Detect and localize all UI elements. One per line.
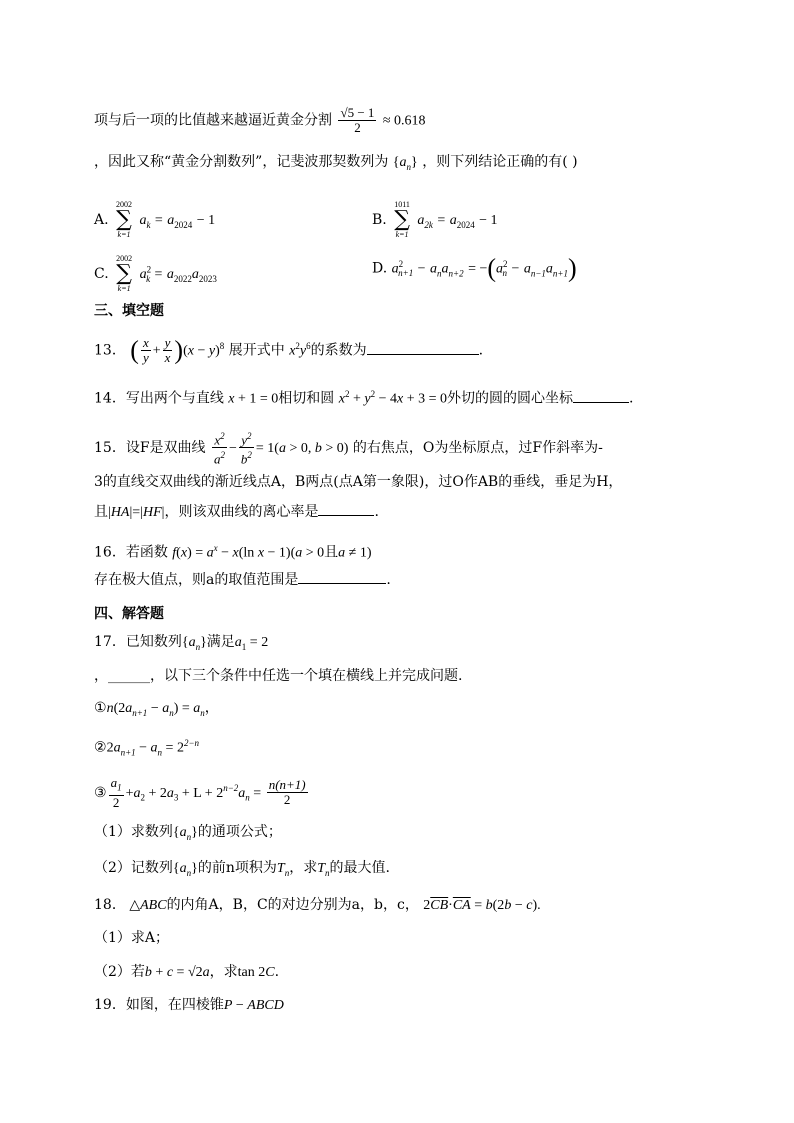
q12-option-d: D. $a^2_{n+1} - a_na_{n+2} = -(a^2_n - a_{n-1}a_{n+1})$: [372, 253, 577, 283]
question-17-condition-3: ③ $\frac{a_1}{2}$ $+a_2 + 2a_3 + L + 2^{n-2}a_n$ = $\frac{n(n+1)}{2}$: [94, 775, 306, 810]
question-17-line2: ，______，以下三个条件中任选一个填在横线上并完成问题.: [94, 668, 463, 684]
golden-ratio-fraction: $\frac{√5 - 1}{2}$: [340, 105, 375, 135]
question-16-line1: 16．若函数 $f(x) = a^x - x(\ln$ x − 1)(a > 0且a ≠ 1): [94, 543, 372, 561]
q12-line2: ，因此又称“黄金分割数列”，记斐波那契数列为 $\{a_n\}$ ，则下列结论正确的有( ): [94, 154, 578, 172]
question-18-line1: 18． △ABC的内角A，B，C的对边分别为a，b，c， $2\overline{CB}\cdot\overline{CA} = b(2b - c)$.: [94, 897, 541, 913]
answer-blank[interactable]: [298, 583, 386, 584]
question-18-part-1: （1）求A；: [94, 930, 170, 946]
question-19: 19．如图，在四棱锥P − ABCD: [94, 997, 284, 1013]
question-14: 14．写出两个与直线 x + 1 = 0相切和圆 $x^2 + y^2 - 4x + 3 = 0$外切的圆的圆心坐标 .: [94, 389, 634, 407]
question-16-line2: 存在极大值点，则a的取值范围是 .: [94, 572, 391, 588]
question-15-line2: 3的直线交双曲线的渐近线点A，B两点(点A第一象限)，过O作AB的垂线，垂足为H，: [94, 474, 623, 490]
q12-option-a: A. 2002 ∑ k=1 $a_k = a_{2024} - 1$: [94, 200, 216, 239]
section-fill-in-heading: 三、填空题: [94, 303, 164, 319]
section-answer-heading: 四、解答题: [94, 606, 164, 622]
question-17-condition-2: $②2a_{n+1} - a_n = 2^{2-n}$: [94, 738, 200, 758]
answer-blank[interactable]: [367, 354, 479, 355]
question-17-condition-1: $①n(2a_{n+1} - a_n) = a_n$，: [94, 700, 219, 718]
question-15-line1: 15．设F是双曲线 $\frac{x^2}{a^2}$ − $\frac{y^2}{b^2}$ = 1(a > 0, b > 0) 的右焦点，O为坐标原点，过F作斜率为-: [94, 431, 603, 467]
q12-option-b: B. 1011 ∑ k=1 $a_{2k} = a_{2024} - 1$: [372, 200, 498, 239]
question-18-part-2: （2）若b + c = √2a，求tan 2C.: [94, 964, 280, 980]
q12-option-c: C. 2002 ∑ k=1 $a^2_k = a_{2022}a_{2023}$: [94, 254, 217, 293]
answer-blank[interactable]: [318, 515, 374, 516]
question-13: 13． ( $\frac{x}{y}$ + $\frac{y}{x}$ )$(x - y)^8$ 展开式中 $x^2y^6$的系数为 .: [94, 335, 484, 366]
question-15-line3: 且|HA|=|HF|，则该双曲线的离心率是 .: [94, 504, 379, 520]
question-17-part-2: （2）记数列$\{a_n\}$的前n项积为$T_n$，求$T_n$的最大值.: [94, 860, 390, 878]
answer-blank[interactable]: [573, 402, 629, 403]
question-17-part-1: （1）求数列$\{a_n\}$的通项公式；: [94, 824, 282, 842]
question-17-line1: 17．已知数列$\{a_n\}$满足$a_1 = 2$: [94, 634, 269, 652]
q12-line1: 项与后一项的比值越来越逼近黄金分割 $\frac{√5 - 1}{2}$ ≈ 0.618: [94, 105, 426, 135]
